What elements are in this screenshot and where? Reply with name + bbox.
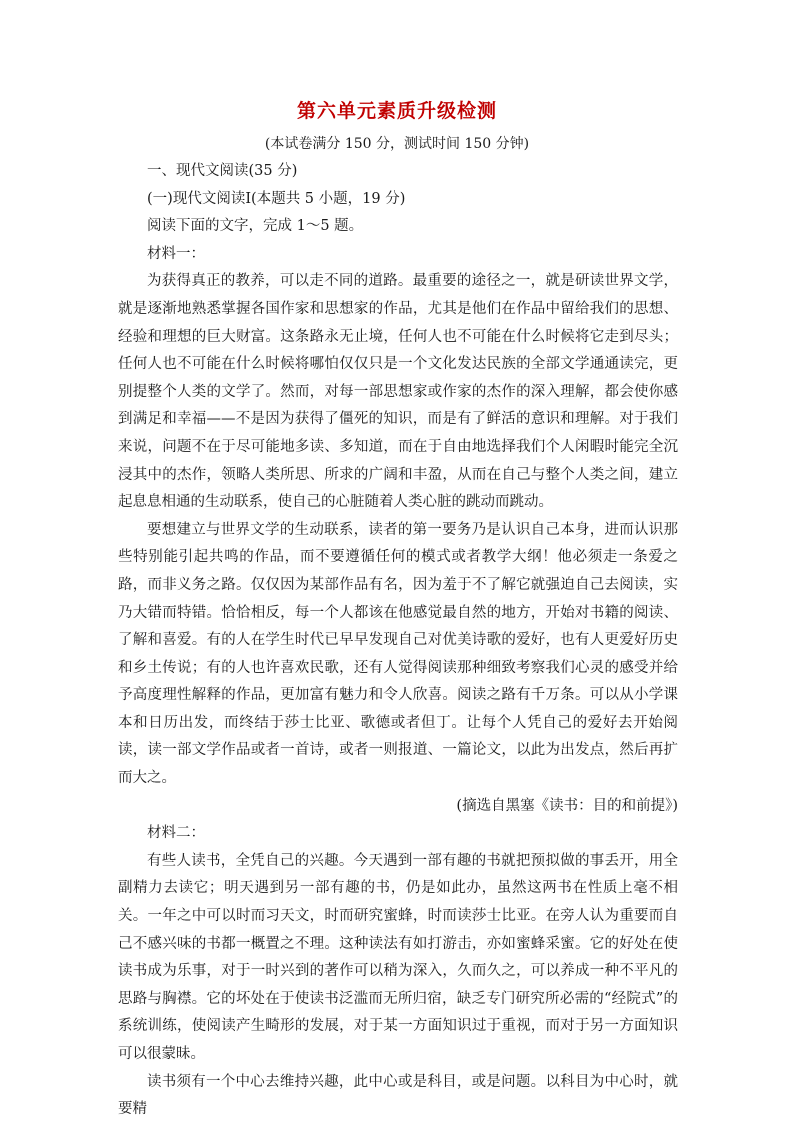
section-subheading: (一)现代文阅读Ⅰ(本题共 5 小题，19 分) [147,190,406,207]
material1-paragraph-1: 为获得真正的教养，可以走不同的道路。最重要的途径之一，就是研读世界文学，就是逐渐地熟悉掌握各国作家和思想家的作品，尤其是他们在作品中留给我们的思想、经验和理想的巨大财富。这条路永无止境，任何人也不可能在什么时候将它走到尽头；任何人也不可能在什么时候将哪怕仅仅只是一个文化发达民族的全部文学通通读完，更别提整个人类的文学了。然而，对每一部思想家或作家的杰作的深入理解，都会使你感到满足和幸福——不是因为获得了僵死的知识，而是有了鲜活的意识和理解。对于我们来说，问题不在于尽可能地多读、多知道，而在于自由地选择我们个人闲暇时能完全沉浸其中的杰作，领略人类所思、所求的广阔和丰盈，从而在自己与整个人类之间，建立起息息相通的生动联系，使自己的心脏随着人类心脏的跳动而跳动。 [118,273,678,511]
exam-info: (本试卷满分 150 分，测试时间 150 分钟) [264,136,530,152]
material1-label: 材料一： [147,245,205,262]
material1-source: (摘选自黑塞《读书：目的和前提》) [456,797,678,814]
page-title: 第六单元素质升级检测 [296,100,497,122]
material2-paragraph-2: 读书须有一个中心去维持兴趣，此中心或是科目，或是问题。以科目为中心时，就要精 [118,1073,678,1118]
instruction: 阅读下面的文字，完成 1～5 题。 [147,218,364,235]
material2-label: 材料二： [147,825,205,842]
material1-paragraph-2: 要想建立与世界文学的生动联系，读者的第一要务乃是认识自己本身，进而认识那些特别能引起共鸣的作品，而不要遵循任何的模式或者教学大纲！他必须走一条爱之路，而非义务之路。仅仅因为某部作品有名，因为羞于不了解它就强迫自己去阅读，实乃大错而特错。恰恰相反，每一个人都该在他感觉最自然的地方，开始对书籍的阅读、了解和喜爱。有的人在学生时代已早早发现自己对优美诗歌的爱好，也有人更爱好历史和乡土传说；有的人也许喜欢民歌，还有人觉得阅读那种细致考察我们心灵的感受并给予高度理性解释的作品，更加富有魅力和令人欣喜。阅读之路有千万条。可以从小学课本和日历出发，而终结于莎士比亚、歌德或者但丁。让每个人凭自己的爱好去开始阅读，读一部文学作品或者一首诗，或者一则报道、一篇论文，以此为出发点，然后再扩而大之。 [118,521,678,787]
material2-paragraph-1: 有些人读书，全凭自己的兴趣。今天遇到一部有趣的书就把预拟做的事丢开，用全副精力去读它；明天遇到另一部有趣的书，仍是如此办，虽然这两书在性质上毫不相关。一年之中可以时而习天文，时而研究蜜蜂，时而读莎士比亚。在旁人认为重要而自己不感兴味的书都一概置之不理。这种读法有如打游击，亦如蜜蜂采蜜。它的好处在使读书成为乐事，对于一时兴到的著作可以稍为深入，久而久之，可以养成一种不平凡的思路与胸襟。它的坏处在于使读书泛滥而无所归宿，缺乏专门研究所必需的“经院式”的系统训练，使阅读产生畸形的发展，对于某一方面知识过于重视，而对于另一方面知识可以很蒙昧。 [118,852,678,1062]
document-body [118,158,678,1124]
section-heading: 一、现代文阅读(35 分) [147,163,298,179]
